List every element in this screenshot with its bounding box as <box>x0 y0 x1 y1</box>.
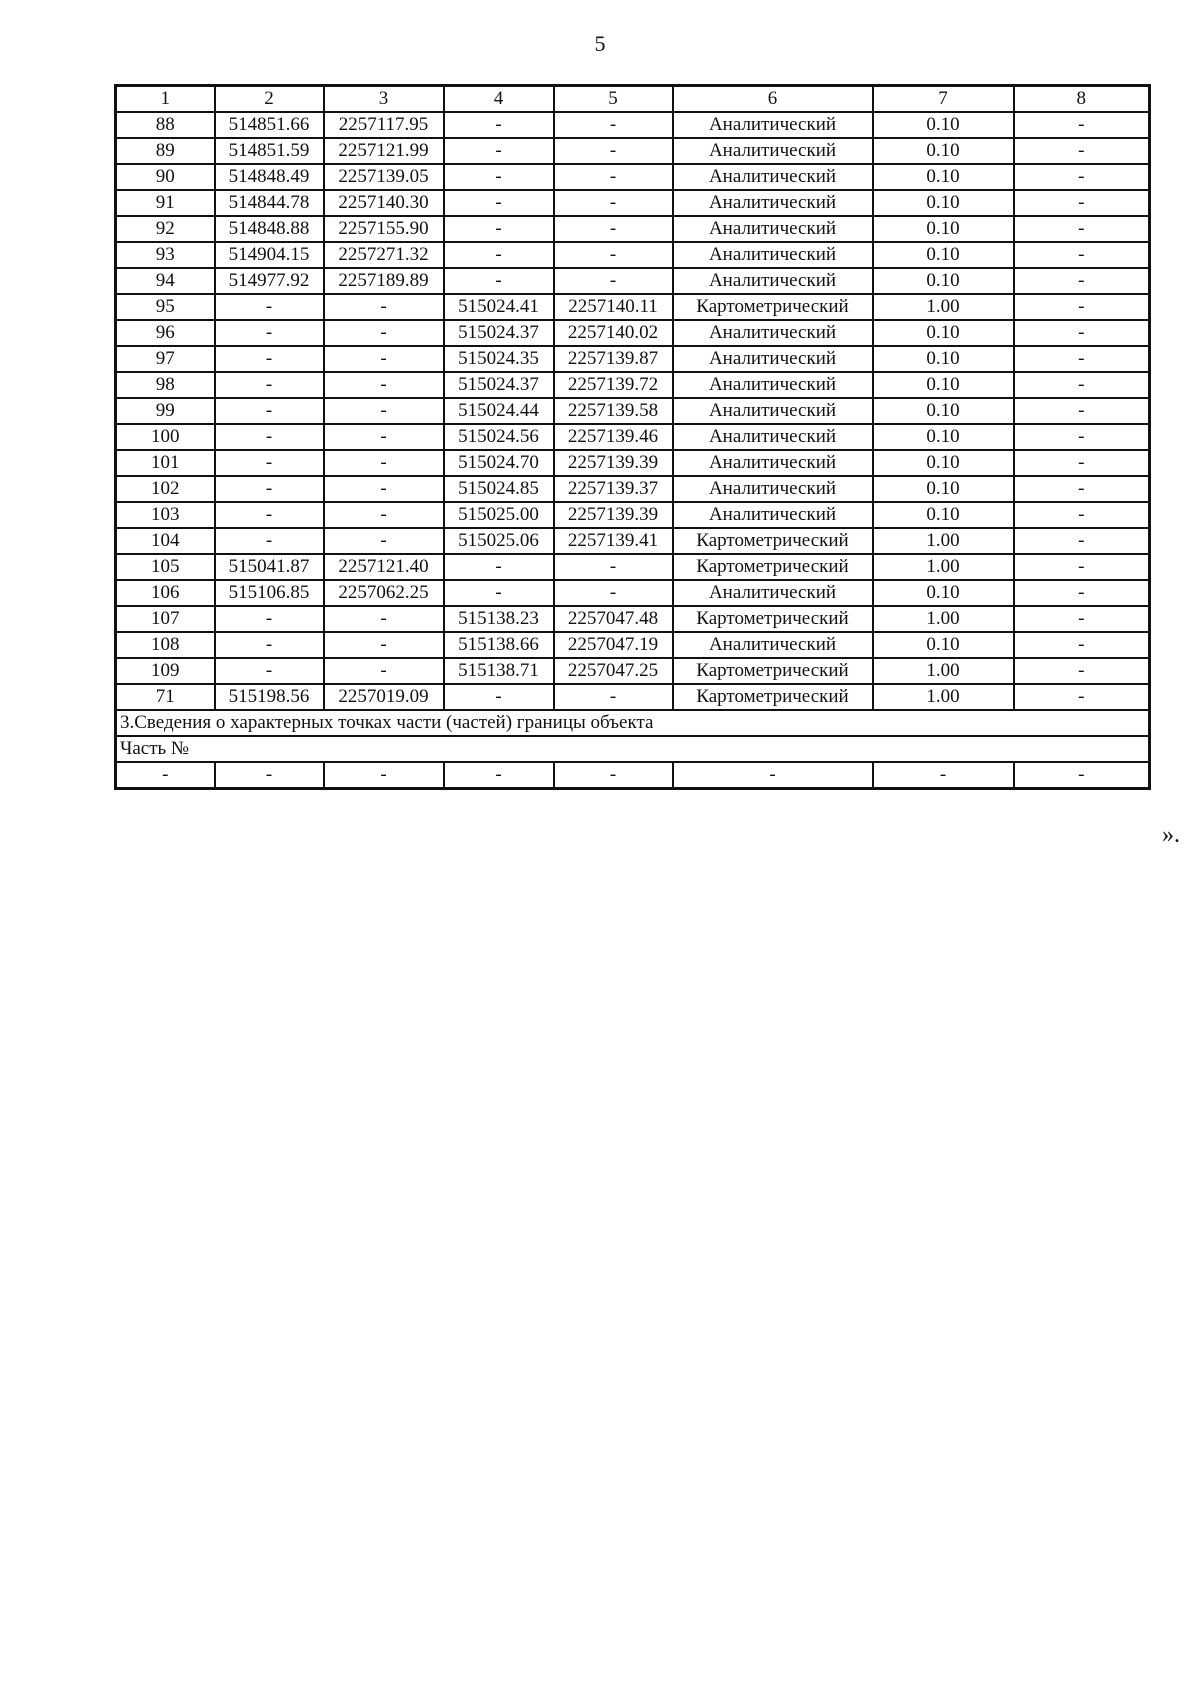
table-cell: - <box>324 294 444 320</box>
table-cell: 89 <box>116 138 215 164</box>
table-cell: Картометрический <box>673 684 873 710</box>
table-cell: 95 <box>116 294 215 320</box>
table-cell: Аналитический <box>673 138 873 164</box>
table-cell: - <box>324 632 444 658</box>
table-cell: - <box>554 684 673 710</box>
table-cell: - <box>215 346 324 372</box>
part-label: Часть № <box>116 736 1150 762</box>
table-cell: 514851.59 <box>215 138 324 164</box>
table-cell: 2257121.40 <box>324 554 444 580</box>
table-cell: 104 <box>116 528 215 554</box>
table-cell: - <box>1014 372 1150 398</box>
table-cell: 97 <box>116 346 215 372</box>
table-cell: - <box>1014 294 1150 320</box>
table-cell: - <box>554 762 673 789</box>
table-cell: 515024.85 <box>444 476 554 502</box>
table-row <box>116 398 1150 424</box>
table-header-row <box>116 86 1150 113</box>
table-row <box>116 242 1150 268</box>
table-cell: - <box>444 138 554 164</box>
table-cell: 0.10 <box>873 424 1014 450</box>
table-row <box>116 450 1150 476</box>
table-cell: 2257047.25 <box>554 658 673 684</box>
table-cell: - <box>1014 762 1150 789</box>
table-cell: - <box>324 528 444 554</box>
table-cell: Аналитический <box>673 112 873 138</box>
table-cell: 93 <box>116 242 215 268</box>
page-number: 5 <box>594 31 606 56</box>
table-cell: 514848.49 <box>215 164 324 190</box>
table-cell: Картометрический <box>673 554 873 580</box>
table-cell: 515025.06 <box>444 528 554 554</box>
table-cell: 0.10 <box>873 502 1014 528</box>
table-cell: - <box>554 164 673 190</box>
table-row <box>116 424 1150 450</box>
table-cell: 3 <box>324 86 444 113</box>
table-cell: 1.00 <box>873 554 1014 580</box>
table-row <box>116 138 1150 164</box>
table-row <box>116 190 1150 216</box>
table-cell: - <box>1014 112 1150 138</box>
table-cell: - <box>215 294 324 320</box>
part-label-row <box>116 736 1150 762</box>
table-cell: 2257047.19 <box>554 632 673 658</box>
table-cell: - <box>324 398 444 424</box>
table-cell: 108 <box>116 632 215 658</box>
table-cell: - <box>215 476 324 502</box>
table-cell: Картометрический <box>673 606 873 632</box>
table-cell: - <box>215 372 324 398</box>
table-row <box>116 684 1150 710</box>
table-cell: 2257139.39 <box>554 502 673 528</box>
table-cell: 0.10 <box>873 372 1014 398</box>
table-cell: - <box>1014 164 1150 190</box>
table-cell: - <box>215 528 324 554</box>
table-cell: 515024.41 <box>444 294 554 320</box>
table-cell: 514844.78 <box>215 190 324 216</box>
table-cell: - <box>1014 684 1150 710</box>
table-cell: 0.10 <box>873 242 1014 268</box>
table-cell: 515024.37 <box>444 372 554 398</box>
table-cell: - <box>444 112 554 138</box>
table-cell: - <box>1014 190 1150 216</box>
table-cell: - <box>215 502 324 528</box>
table-cell: 0.10 <box>873 320 1014 346</box>
table-cell: 0.10 <box>873 450 1014 476</box>
table-cell: 2257189.89 <box>324 268 444 294</box>
table-cell: 106 <box>116 580 215 606</box>
table-cell: 2257047.48 <box>554 606 673 632</box>
table-cell: - <box>554 580 673 606</box>
table-cell: 0.10 <box>873 268 1014 294</box>
table-cell: Картометрический <box>673 528 873 554</box>
table-cell: - <box>215 398 324 424</box>
table-cell: 515106.85 <box>215 580 324 606</box>
table-cell: - <box>324 320 444 346</box>
table-cell: 2257139.87 <box>554 346 673 372</box>
table-cell: 2257140.30 <box>324 190 444 216</box>
table-cell: - <box>324 658 444 684</box>
table-cell: - <box>1014 450 1150 476</box>
table-cell: - <box>673 762 873 789</box>
table-cell: 514904.15 <box>215 242 324 268</box>
table-cell: 91 <box>116 190 215 216</box>
table-cell: - <box>1014 554 1150 580</box>
table-cell: Картометрический <box>673 658 873 684</box>
table-cell: 1.00 <box>873 528 1014 554</box>
table-cell: - <box>1014 632 1150 658</box>
table-cell: - <box>215 424 324 450</box>
table-cell: 515041.87 <box>215 554 324 580</box>
table-cell: 2257139.72 <box>554 372 673 398</box>
table-cell: - <box>554 268 673 294</box>
table-row <box>116 580 1150 606</box>
table-cell: - <box>1014 658 1150 684</box>
table-cell: 4 <box>444 86 554 113</box>
table-cell: 98 <box>116 372 215 398</box>
table-cell: 0.10 <box>873 580 1014 606</box>
table-cell: - <box>1014 320 1150 346</box>
table-cell: 2257062.25 <box>324 580 444 606</box>
table-cell: 1.00 <box>873 294 1014 320</box>
table-cell: Аналитический <box>673 632 873 658</box>
table-cell: Аналитический <box>673 320 873 346</box>
table-cell: 515138.71 <box>444 658 554 684</box>
table-cell: - <box>215 632 324 658</box>
table-cell: - <box>215 762 324 789</box>
table-cell: 102 <box>116 476 215 502</box>
table-cell: 0.10 <box>873 138 1014 164</box>
table-cell: - <box>554 554 673 580</box>
table-cell: 0.10 <box>873 632 1014 658</box>
table-cell: Аналитический <box>673 580 873 606</box>
table-cell: - <box>324 372 444 398</box>
table-cell: 515024.37 <box>444 320 554 346</box>
table-cell: - <box>1014 424 1150 450</box>
table-cell: 0.10 <box>873 398 1014 424</box>
table-row <box>116 268 1150 294</box>
coordinates-table <box>114 84 1151 790</box>
table-cell: 2257121.99 <box>324 138 444 164</box>
table-row <box>116 346 1150 372</box>
table-cell: - <box>324 424 444 450</box>
table-cell: 0.10 <box>873 164 1014 190</box>
table-cell: 2257271.32 <box>324 242 444 268</box>
table-cell: Аналитический <box>673 190 873 216</box>
table-cell: - <box>873 762 1014 789</box>
table-cell: 514977.92 <box>215 268 324 294</box>
table-cell: - <box>324 476 444 502</box>
table-cell: - <box>215 450 324 476</box>
table-row <box>116 502 1150 528</box>
table-cell: - <box>215 320 324 346</box>
table-cell: 0.10 <box>873 112 1014 138</box>
table-cell: 2257139.05 <box>324 164 444 190</box>
table-cell: Картометрический <box>673 294 873 320</box>
table-row <box>116 294 1150 320</box>
table-cell: - <box>1014 268 1150 294</box>
table-cell: Аналитический <box>673 268 873 294</box>
table-row <box>116 112 1150 138</box>
table-cell: 2257139.39 <box>554 450 673 476</box>
table-cell: 0.10 <box>873 476 1014 502</box>
table-cell: Аналитический <box>673 242 873 268</box>
table-row <box>116 476 1150 502</box>
table-cell: - <box>324 762 444 789</box>
table-cell: 2257155.90 <box>324 216 444 242</box>
table-cell: 6 <box>673 86 873 113</box>
table-cell: 103 <box>116 502 215 528</box>
table-cell: - <box>554 112 673 138</box>
table-cell: - <box>1014 216 1150 242</box>
table-cell: Аналитический <box>673 398 873 424</box>
table-cell: 2257139.41 <box>554 528 673 554</box>
table-row <box>116 528 1150 554</box>
table-cell: 514851.66 <box>215 112 324 138</box>
table-cell: 1.00 <box>873 606 1014 632</box>
table-cell: - <box>1014 502 1150 528</box>
table-cell: - <box>444 216 554 242</box>
table-row <box>116 554 1150 580</box>
table-cell: 515024.35 <box>444 346 554 372</box>
table-cell: Аналитический <box>673 450 873 476</box>
table-cell: 514848.88 <box>215 216 324 242</box>
table-cell: 1.00 <box>873 684 1014 710</box>
table-cell: - <box>554 216 673 242</box>
table-cell: 515024.70 <box>444 450 554 476</box>
table-cell: Аналитический <box>673 372 873 398</box>
section-title: 3.Сведения о характерных точках части (частей) границы объекта <box>116 710 1150 736</box>
table-cell: 107 <box>116 606 215 632</box>
table-cell: - <box>1014 606 1150 632</box>
table-cell: - <box>1014 528 1150 554</box>
table-cell: 2257140.02 <box>554 320 673 346</box>
table-cell: 515198.56 <box>215 684 324 710</box>
table-row <box>116 216 1150 242</box>
table-cell: 515138.66 <box>444 632 554 658</box>
table-cell: 2257139.58 <box>554 398 673 424</box>
table-cell: 515025.00 <box>444 502 554 528</box>
table-cell: 88 <box>116 112 215 138</box>
table-cell: 515024.56 <box>444 424 554 450</box>
table-cell: Аналитический <box>673 216 873 242</box>
table-cell: 7 <box>873 86 1014 113</box>
table-cell: - <box>324 502 444 528</box>
table-cell: Аналитический <box>673 424 873 450</box>
table-cell: - <box>324 450 444 476</box>
table-cell: 1 <box>116 86 215 113</box>
table-row <box>116 658 1150 684</box>
table-cell: - <box>1014 346 1150 372</box>
table-cell: 2257139.46 <box>554 424 673 450</box>
table-cell: 515138.23 <box>444 606 554 632</box>
table-row <box>116 372 1150 398</box>
table-cell: - <box>1014 138 1150 164</box>
table-cell: 99 <box>116 398 215 424</box>
table-cell: 100 <box>116 424 215 450</box>
table-cell: 2257140.11 <box>554 294 673 320</box>
table-cell: - <box>444 242 554 268</box>
table-cell: 2257019.09 <box>324 684 444 710</box>
table-cell: 0.10 <box>873 216 1014 242</box>
table-cell: 5 <box>554 86 673 113</box>
table-cell: 8 <box>1014 86 1150 113</box>
table-cell: - <box>1014 398 1150 424</box>
table-cell: - <box>554 242 673 268</box>
table-cell: - <box>554 190 673 216</box>
table-cell: 94 <box>116 268 215 294</box>
table-cell: Аналитический <box>673 476 873 502</box>
table-cell: 515024.44 <box>444 398 554 424</box>
table-cell: 105 <box>116 554 215 580</box>
table-cell: 96 <box>116 320 215 346</box>
table-cell: Аналитический <box>673 164 873 190</box>
table-cell: 90 <box>116 164 215 190</box>
table-cell: 2257139.37 <box>554 476 673 502</box>
table-cell: - <box>444 190 554 216</box>
table-cell: Аналитический <box>673 502 873 528</box>
table-cell: 2257117.95 <box>324 112 444 138</box>
table-row <box>116 632 1150 658</box>
table-cell: 92 <box>116 216 215 242</box>
table-cell: 71 <box>116 684 215 710</box>
table-cell: - <box>444 684 554 710</box>
table-cell: 0.10 <box>873 190 1014 216</box>
table-cell: 1.00 <box>873 658 1014 684</box>
table-cell: - <box>1014 580 1150 606</box>
table-cell: - <box>444 580 554 606</box>
section-title-row <box>116 710 1150 736</box>
table-row <box>116 164 1150 190</box>
table-cell: - <box>444 554 554 580</box>
table-cell: - <box>1014 242 1150 268</box>
table-cell: 2 <box>215 86 324 113</box>
closing-quote: ». <box>1162 822 1180 848</box>
table-empty-row <box>116 762 1150 789</box>
table-cell: - <box>444 164 554 190</box>
table-cell: 109 <box>116 658 215 684</box>
table-cell: - <box>324 606 444 632</box>
table-cell: 101 <box>116 450 215 476</box>
table-cell: - <box>324 346 444 372</box>
table-cell: - <box>1014 476 1150 502</box>
table-row <box>116 320 1150 346</box>
table-cell: - <box>444 268 554 294</box>
table-cell: 0.10 <box>873 346 1014 372</box>
table-cell: Аналитический <box>673 346 873 372</box>
table-cell: - <box>215 606 324 632</box>
table-cell: - <box>116 762 215 789</box>
table-cell: - <box>554 138 673 164</box>
table-row <box>116 606 1150 632</box>
table-cell: - <box>215 658 324 684</box>
table-cell: - <box>444 762 554 789</box>
